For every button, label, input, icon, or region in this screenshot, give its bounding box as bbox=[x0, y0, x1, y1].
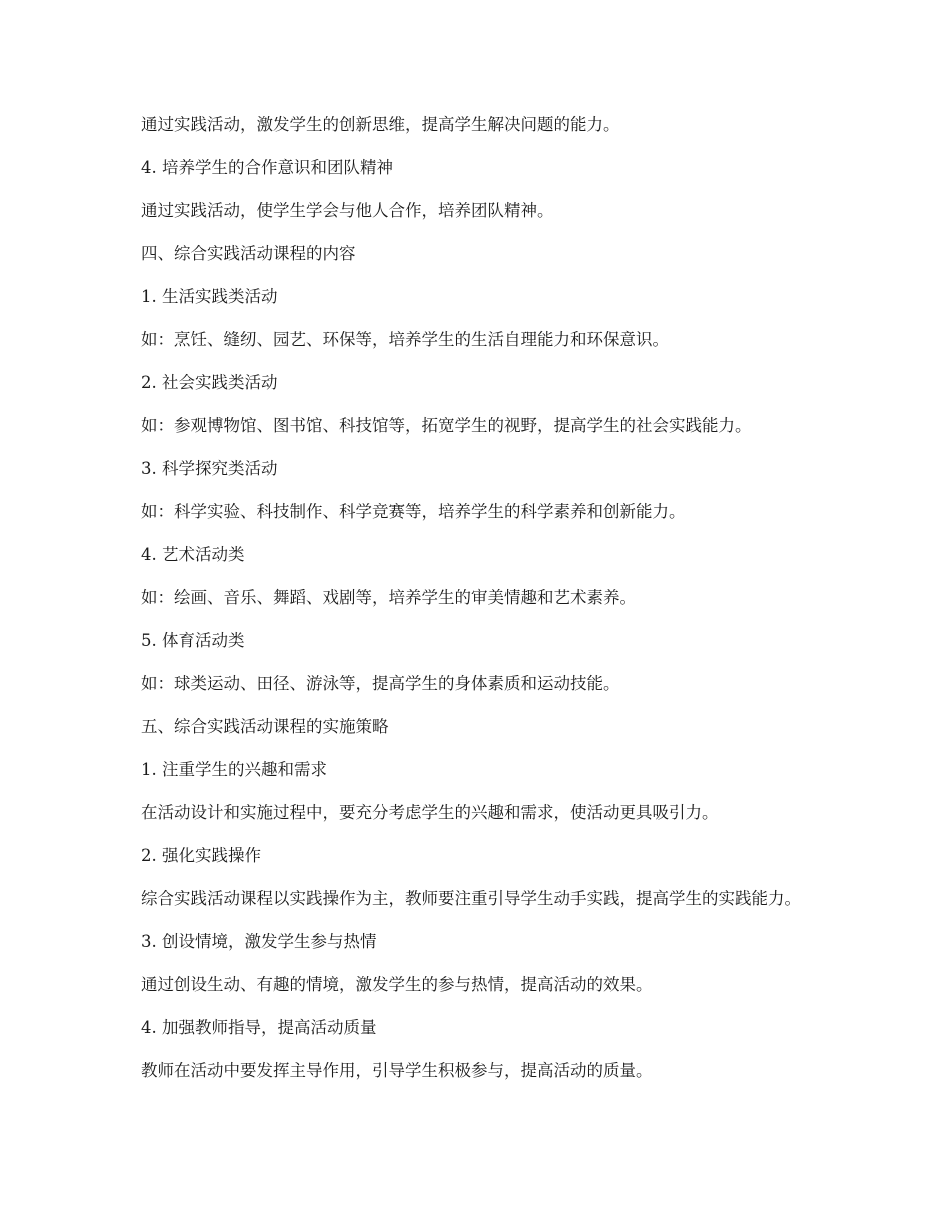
section-subheading: 1. 注重学生的兴趣和需求 bbox=[141, 760, 327, 779]
body-paragraph: 通过创设生动、有趣的情境，激发学生的参与热情，提高活动的效果。 bbox=[141, 975, 653, 994]
section-subheading: 3. 科学探究类活动 bbox=[141, 459, 278, 478]
section-subheading: 1. 生活实践类活动 bbox=[141, 287, 278, 306]
body-paragraph: 教师在活动中要发挥主导作用，引导学生积极参与，提高活动的质量。 bbox=[141, 1061, 653, 1080]
body-paragraph: 在活动设计和实施过程中，要充分考虑学生的兴趣和需求，使活动更具吸引力。 bbox=[141, 803, 719, 822]
section-subheading: 2. 强化实践操作 bbox=[141, 846, 261, 865]
section-subheading: 2. 社会实践类活动 bbox=[141, 373, 278, 392]
section-subheading: 4. 加强教师指导，提高活动质量 bbox=[141, 1018, 377, 1037]
body-paragraph: 如：烹饪、缝纫、园艺、环保等，培养学生的生活自理能力和环保意识。 bbox=[141, 330, 669, 349]
body-paragraph: 如：球类运动、田径、游泳等，提高学生的身体素质和运动技能。 bbox=[141, 674, 620, 693]
document-body bbox=[141, 110, 821, 1099]
body-paragraph: 如：科学实验、科技制作、科学竞赛等，培养学生的科学素养和创新能力。 bbox=[141, 502, 686, 521]
section-subheading: 4. 艺术活动类 bbox=[141, 545, 245, 564]
section-subheading: 4. 培养学生的合作意识和团队精神 bbox=[141, 158, 393, 177]
body-paragraph: 通过实践活动，使学生学会与他人合作，培养团队精神。 bbox=[141, 201, 554, 220]
section-subheading: 5. 体育活动类 bbox=[141, 631, 245, 650]
section-subheading: 3. 创设情境，激发学生参与热情 bbox=[141, 932, 377, 951]
body-paragraph: 如：绘画、音乐、舞蹈、戏剧等，培养学生的审美情趣和艺术素养。 bbox=[141, 588, 636, 607]
body-paragraph: 综合实践活动课程以实践操作为主，教师要注重引导学生动手实践，提高学生的实践能力。 bbox=[141, 889, 801, 908]
body-paragraph: 如：参观博物馆、图书馆、科技馆等，拓宽学生的视野，提高学生的社会实践能力。 bbox=[141, 416, 752, 435]
body-paragraph: 通过实践活动，激发学生的创新思维，提高学生解决问题的能力。 bbox=[141, 115, 620, 134]
section-heading: 四、综合实践活动课程的内容 bbox=[141, 244, 356, 263]
section-heading: 五、综合实践活动课程的实施策略 bbox=[141, 717, 389, 736]
